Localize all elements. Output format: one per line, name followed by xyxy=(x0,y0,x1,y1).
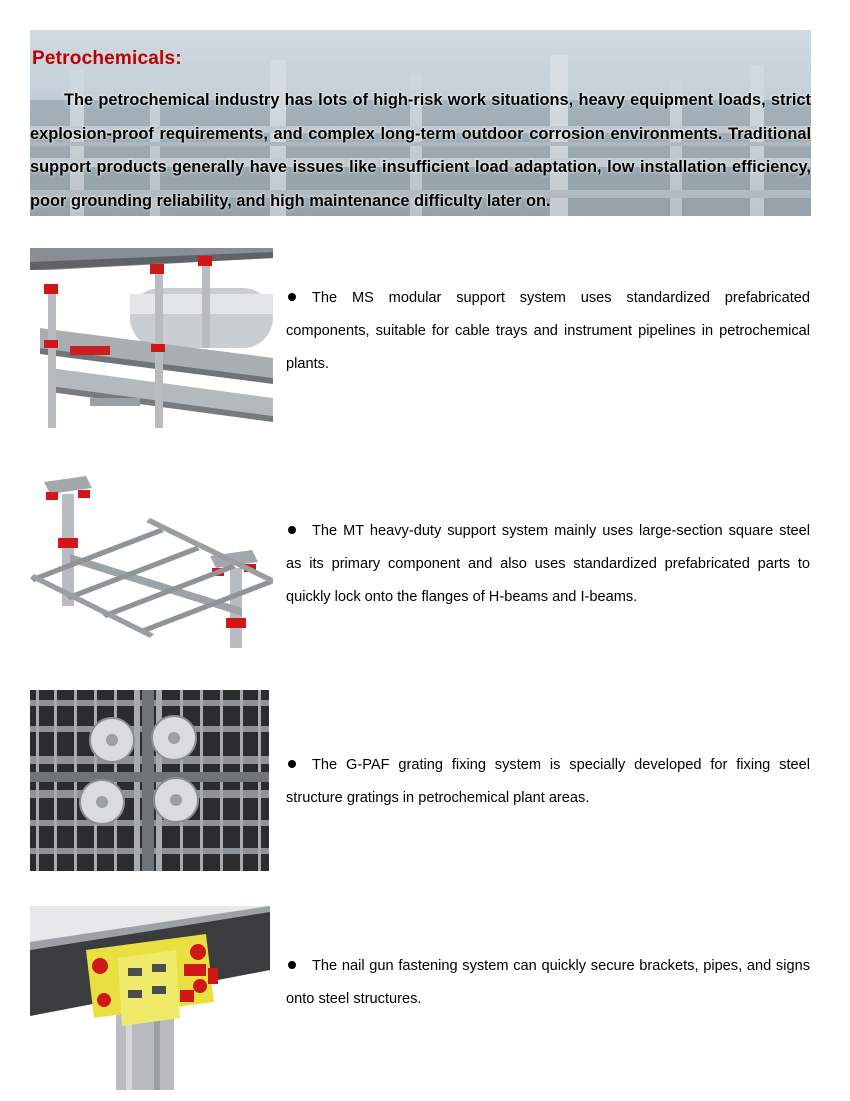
gpaf-section xyxy=(0,690,850,875)
ms-support-description: The MS modular support system uses standardized prefabricated components, suitable for cable trays and instrument pipelines in petrochemical plants. xyxy=(286,290,810,372)
bullet-icon xyxy=(288,526,296,534)
ms-support-system-image xyxy=(30,248,273,434)
bullet-icon xyxy=(288,961,296,969)
nail-gun-fastening-image xyxy=(30,906,270,1090)
nail-gun-description: The nail gun fastening system can quickly secure brackets, pipes, and signs onto steel structures. xyxy=(286,958,810,1007)
bullet-icon xyxy=(288,760,296,768)
mt-support-system-image xyxy=(30,468,273,653)
mt-support-description: The MT heavy-duty support system mainly uses large-section square steel as its primary component and also uses standardized prefabricated parts to quickly lock onto the flanges of H-beams and I-beams. xyxy=(286,523,810,605)
intro-paragraph: The petrochemical industry has lots of high-risk work situations, heavy equipment loads, strict explosion-proof requirements, and complex long-term outdoor corrosion environments. Traditional support products generally have issues like insufficient load adaptation, low installation efficiency, poor grounding reliability, and high maintenance difficulty later on. xyxy=(30,91,811,210)
bullet-icon xyxy=(288,293,296,301)
mt-support-section xyxy=(0,468,850,658)
header-banner xyxy=(30,30,811,216)
gpaf-grating-image xyxy=(30,690,269,871)
section-title: Petrochemicals: xyxy=(32,48,182,69)
nail-gun-section xyxy=(0,906,850,1096)
ms-support-section xyxy=(0,248,850,438)
gpaf-description: The G-PAF grating fixing system is specially developed for fixing steel structure gratings in petrochemical plant areas. xyxy=(286,757,810,806)
